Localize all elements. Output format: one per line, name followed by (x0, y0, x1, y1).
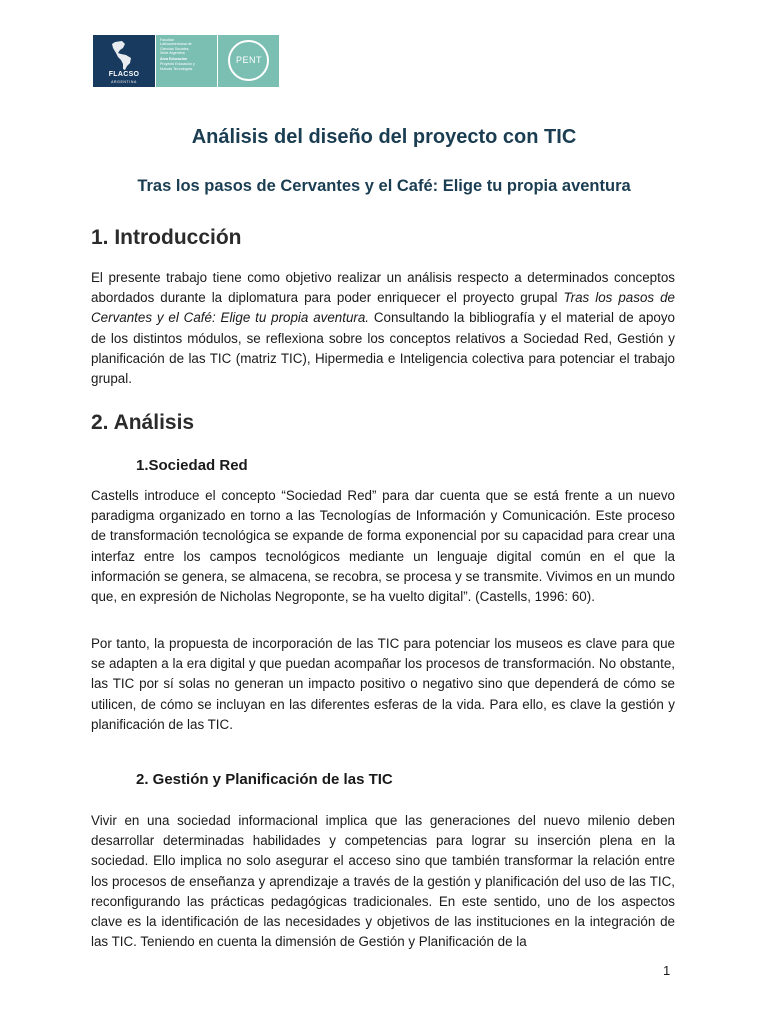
pent-wordmark: PENT (235, 55, 262, 65)
faculty-line: Facultad (160, 38, 174, 42)
sociedad-red-paragraph-2: Por tanto, la propuesta de incorporación de las TIC para potenciar los museos es clave para que se adapten a la era digital y que puedan acompañar los procesos de transformación. No obstante, las TIC por sí solas no generan un impacto positivo o negativo sino que dependerá de cómo se utilicen, de cómo se incluyan en las diferentes esferas de la vida. Para ello, es clave la gestión y planificación de las TIC. (91, 636, 675, 732)
intro-text: El presente trabajo tiene como objetivo realizar un análisis respecto a determinados conceptos abordados durante la diplomatura para poder enriquecer el proyecto grupal (91, 270, 675, 306)
flacso-name: FLACSO (108, 71, 140, 78)
subsection-heading-sociedad-red: 1.Sociedad Red (136, 457, 248, 474)
document-title: Análisis del diseño del proyecto con TIC (191, 126, 577, 148)
program-line: Nuevas Tecnologías (160, 66, 193, 71)
intro-paragraph (91, 268, 675, 389)
pent-logo (217, 35, 279, 87)
faculty-text-block (155, 35, 217, 87)
header-logos (93, 35, 279, 87)
section-heading-analisis: 2. Análisis (91, 411, 195, 434)
section-heading-introduccion: 1. Introducción (91, 226, 242, 249)
area-label: Área Educación (160, 57, 188, 62)
document-subtitle: Tras los pasos de Cervantes y el Café: Elige tu propia aventura (137, 177, 631, 195)
faculty-line: Latinoamericana de (160, 42, 192, 47)
americas-map-icon (111, 41, 137, 71)
faculty-line: Ciencias Sociales, (160, 46, 190, 51)
flacso-logo (93, 35, 155, 87)
project-title-italic: Tras los pasos de Cervantes y el Café: Elige tu propia aventura. (91, 290, 675, 326)
page-number: 1 (663, 963, 671, 978)
subsection-heading-gestion: 2. Gestión y Planificación de las TIC (136, 771, 393, 788)
program-line: Proyecto Educación y (160, 62, 195, 67)
intro-text-continued: Consultando la bibliografía y el material de apoyo de los distintos módulos, se reflexiona sobre los conceptos relativos a Sociedad Red, Gestión y planificación de las TIC (matriz TIC), Hipermedia e Inteligencia colectiva para potenciar el trabajo grupal. (91, 310, 675, 387)
sociedad-red-paragraph-1: Castells introduce el concepto “Sociedad Red” para dar cuenta que se está frente a un nuevo paradigma organizado en torno a las Tecnologías de Información y Comunicación. Este proceso de transformación tecnológica se expande de forma exponencial por su capacidad para crear una interfaz entre los campos tecnológicos mediante un lenguaje digital común en el que la información se genera, se almacena, se recobra, se procesa y se transmite. Vivimos en un mundo que, en expresión de Nicholas Negroponte, se ha vuelto digital”. (Castells, 1996: 60). (91, 488, 675, 605)
gestion-paragraph-1: Vivir en una sociedad informacional implica que las generaciones del nuevo milenio deben desarrollar determinadas habilidades y competencias para lograr su inserción plena en la sociedad. Ello implica no solo asegurar el acceso sino que también transformar la relación entre los procesos de enseñanza y aprendizaje a través de la gestión y planificación del uso de las TIC, reconfigurando las prácticas pedagógicas tradicionales. En este sentido, uno de los aspectos clave es la identificación de las necesidades y objetivos de las instituciones en la integración de las TIC. Teniendo en cuenta la dimensión de Gestión y Planificación de la (91, 813, 675, 950)
faculty-line: Sede Argentina (160, 50, 185, 55)
flacso-country: ARGENTINA (111, 80, 137, 84)
